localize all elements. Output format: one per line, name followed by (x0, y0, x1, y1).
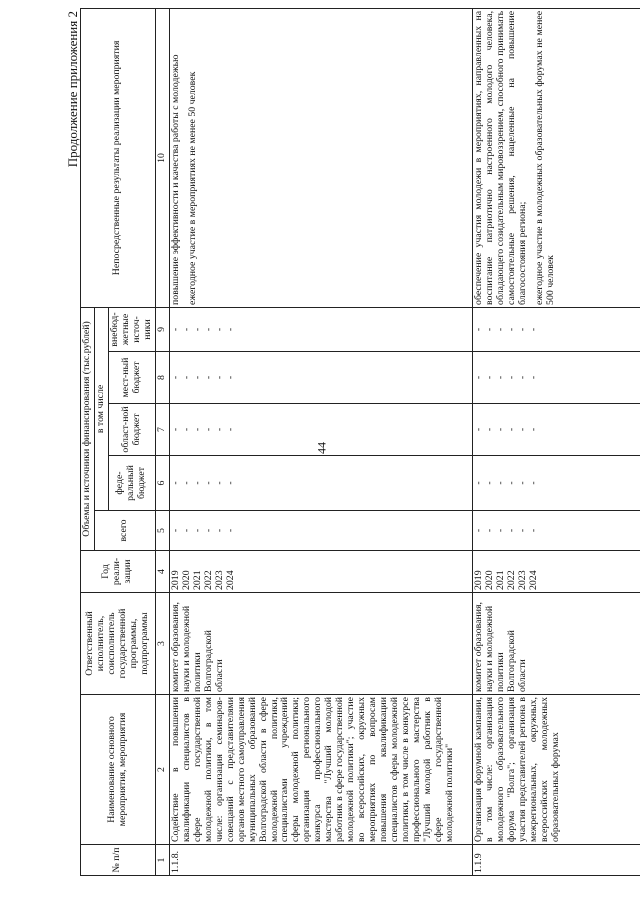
dash: - (202, 375, 214, 380)
dash: - (180, 427, 192, 432)
dash: - (483, 427, 495, 432)
year: 2021 (191, 570, 203, 590)
dash: - (472, 481, 484, 485)
dash: - (213, 375, 225, 380)
dash: - (527, 427, 539, 432)
result-item: обеспечение участия молодежи в мероприятиях, направленных на воспитание патриотично настроенного молодого человека, обладающего созидательным мировоззрением, способного принимать самостоятельные решения, нацеленные на повышение благосостояния региона; (472, 10, 528, 305)
col-number: 3 (155, 593, 169, 695)
dash: - (224, 528, 236, 533)
row-name: Содействие в повышении квалификации специалистов в сфере государственной молодежной политики, в том числе: организация семинаров-совещаний с представителями органов местного самоуправления муниципальных образований Волгоградской области в сфере молодежной политики, специалистами учреждений сферы молодежной политики; организация регионального конкурса профессионального мастерства "Лучший молодой работник в сфере государственной молодежной политики"; участие во всероссийских, окружных мероприятиях по вопросам повышения квалификации специалистов сферы молодежной политики, в том числе в конкурсе профессионального мастерства "Лучший молодой работник в сфере государственной молодежной политики" (169, 695, 472, 845)
dash: - (202, 528, 214, 533)
dash: - (472, 528, 484, 533)
col-number: 6 (155, 456, 169, 511)
row-federal (472, 456, 640, 511)
dash: - (494, 375, 506, 380)
row-number: 1.1.9 (472, 845, 640, 876)
dash: - (180, 528, 192, 533)
dash: - (180, 375, 192, 380)
row-years (169, 551, 472, 593)
dash: - (472, 327, 484, 332)
dash: - (191, 427, 203, 432)
dash: - (202, 427, 214, 432)
year: 2022 (202, 570, 214, 590)
dash: - (224, 375, 236, 380)
year: 2022 (505, 570, 517, 590)
page-number: 44 (314, 442, 329, 454)
dash: - (213, 481, 225, 485)
dash: - (516, 327, 528, 332)
row-federal (169, 456, 472, 511)
row-results (472, 8, 640, 307)
col-number: 10 (155, 8, 169, 307)
dash: - (527, 481, 539, 485)
dash: - (483, 528, 495, 533)
year: 2019 (472, 570, 484, 590)
year: 2019 (169, 570, 181, 590)
dash: - (494, 327, 506, 332)
row-local (169, 352, 472, 404)
dash: - (472, 427, 484, 432)
col-number: 1 (155, 845, 169, 876)
header-local: мест-ный бюджет (108, 352, 155, 404)
dash: - (180, 481, 192, 485)
row-responsible: комитет образования, науки и молодежной политики Волгоградской области (169, 593, 472, 695)
result-item: ежегодное участие в мероприятиях не менее 50 человек (186, 71, 198, 305)
row-number: 1.1.8. (169, 845, 472, 876)
dash: - (527, 528, 539, 533)
dash: - (224, 427, 236, 432)
year: 2021 (494, 570, 506, 590)
dash: - (169, 327, 181, 332)
year: 2020 (483, 570, 495, 590)
dash: - (202, 481, 214, 485)
dash: - (191, 481, 203, 485)
dash: - (191, 327, 203, 332)
dash: - (483, 327, 495, 332)
row-name: Организация форумной кампании, в том числе: организация молодежного образовательного форума "Волга"; организация участия представителей региона в межрегиональных, окружных, всероссийских молодежных образовательных форумах (472, 695, 640, 845)
dash: - (516, 375, 528, 380)
table-row (169, 8, 472, 875)
appendix-caption: Продолжение приложения 2 (65, 11, 80, 168)
dash: - (169, 375, 181, 380)
col-number: 8 (155, 352, 169, 404)
dash: - (191, 375, 203, 380)
col-number: 9 (155, 307, 169, 351)
row-results (169, 8, 472, 307)
dash: - (516, 528, 528, 533)
dash: - (494, 427, 506, 432)
header-offbudget: внебюд-жетные источ-ники (108, 307, 155, 351)
col-number: 5 (155, 511, 169, 551)
result-item: повышение эффективности и качества работы с молодежью (169, 54, 181, 305)
dash: - (191, 528, 203, 533)
header-no: № п/п (81, 845, 156, 876)
dash: - (483, 481, 495, 485)
col-number: 7 (155, 404, 169, 456)
dash: - (224, 481, 236, 485)
dash: - (505, 528, 517, 533)
dash: - (527, 327, 539, 332)
row-responsible: комитет образования, науки и молодежной политики Волгоградской области (472, 593, 640, 695)
rotated-page (62, 5, 592, 880)
dash: - (505, 427, 517, 432)
dash: - (180, 327, 192, 332)
row-offbudget (472, 307, 640, 351)
dash: - (527, 375, 539, 380)
header-name: Наименование основного мероприятия, мероприятия (81, 695, 156, 845)
dash: - (483, 375, 495, 380)
row-years (472, 551, 640, 593)
dash: - (505, 375, 517, 380)
year: 2020 (180, 570, 192, 590)
year: 2023 (213, 570, 225, 590)
table-row (472, 8, 640, 875)
row-regional (169, 404, 472, 456)
row-offbudget (169, 307, 472, 351)
program-table (80, 8, 640, 876)
header-responsible: Ответственный исполнитель, соисполнитель государственной программы, подпрограммы (81, 593, 156, 695)
dash: - (213, 427, 225, 432)
dash: - (169, 528, 181, 533)
dash: - (505, 327, 517, 332)
dash: - (169, 427, 181, 432)
dash: - (472, 375, 484, 380)
dash: - (516, 427, 528, 432)
year: 2024 (527, 570, 539, 590)
row-total (169, 511, 472, 551)
header-federal: феде-ральный бюджет (108, 456, 155, 511)
header-results: Непосредственные результаты реализации мероприятия (81, 8, 156, 307)
dash: - (494, 528, 506, 533)
dash: - (202, 327, 214, 332)
dash: - (169, 481, 181, 485)
header-incl: в том числе (94, 307, 108, 510)
result-item: ежегодное участие в молодежных образовательных форумах не менее 500 человек (533, 10, 556, 305)
dash: - (516, 481, 528, 485)
dash: - (224, 327, 236, 332)
dash: - (213, 528, 225, 533)
dash: - (213, 327, 225, 332)
header-total: всего (94, 511, 155, 551)
col-number: 2 (155, 695, 169, 845)
dash: - (505, 481, 517, 485)
dash: - (494, 481, 506, 485)
header-regional: област-ной бюджет (108, 404, 155, 456)
col-number: 4 (155, 551, 169, 593)
row-total (472, 511, 640, 551)
header-year: Год реали-зации (81, 551, 156, 593)
year: 2023 (516, 570, 528, 590)
row-regional (472, 404, 640, 456)
header-funding: Объемы и источники финансирования (тыс.рублей) (81, 307, 95, 550)
year: 2024 (224, 570, 236, 590)
row-local (472, 352, 640, 404)
